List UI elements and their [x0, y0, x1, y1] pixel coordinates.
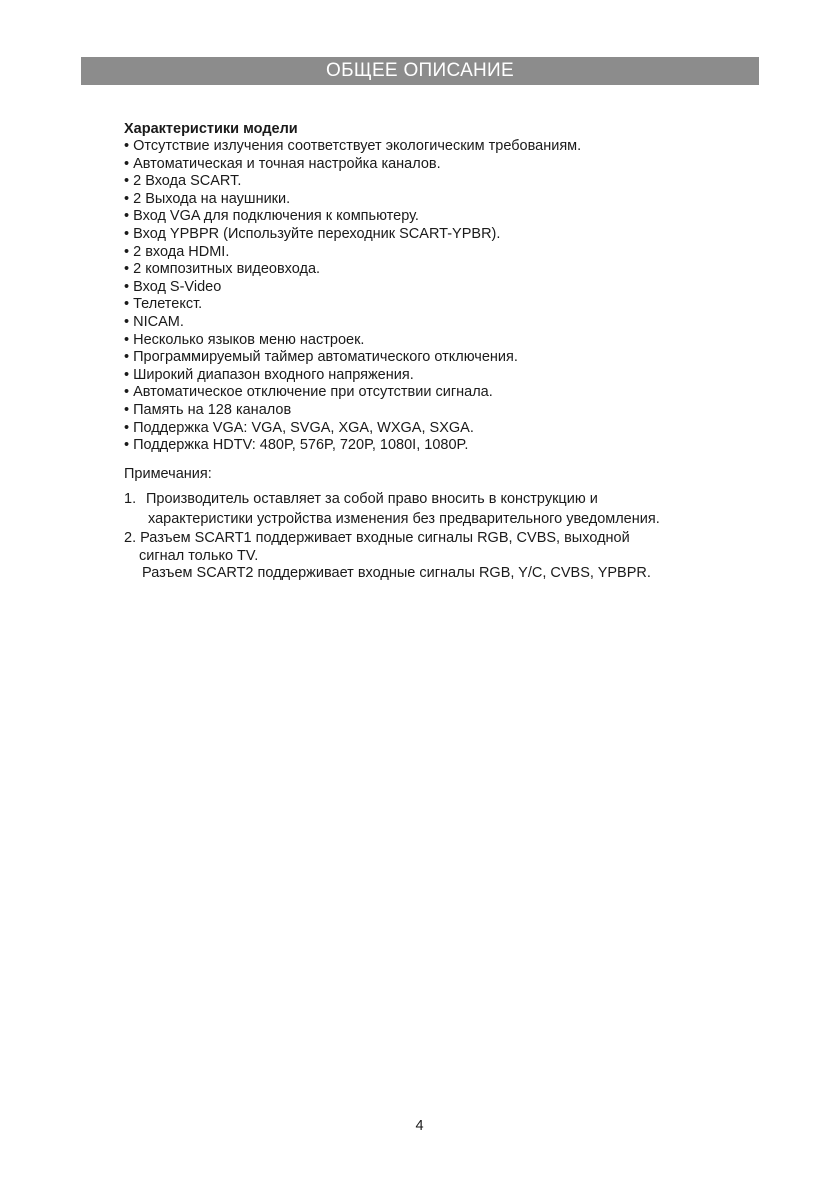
note-1-number: 1.: [124, 491, 137, 507]
note-1: [124, 489, 660, 529]
features-title: Характеристики модели: [124, 121, 298, 137]
list-item: • Память на 128 каналов: [124, 401, 292, 418]
list-item: • NICAM.: [124, 313, 184, 330]
list-item: • Вход YPBPR (Используйте переходник SCART-YPBR).: [124, 225, 501, 242]
note-2-line-3: Разъем SCART2 поддерживает входные сигналы RGB, Y/C, CVBS, YPBPR.: [142, 565, 651, 581]
list-item: • Вход VGA для подключения к компьютеру.: [124, 208, 419, 225]
list-item: • 2 композитных видеовхода.: [124, 261, 321, 278]
list-item: • Несколько языков меню настроек.: [124, 331, 365, 348]
list-item: • 2 Выхода на наушники.: [124, 190, 291, 207]
list-item: • Поддержка VGA: VGA, SVGA, XGA, WXGA, SXGA.: [124, 419, 474, 436]
list-item: • Отсутствие излучения соответствует экологическим требованиям.: [124, 138, 582, 154]
list-item: • Вход S-Video: [124, 278, 222, 295]
list-item: • 2 Входа SCART.: [124, 173, 242, 190]
list-item: • Программируемый таймер автоматического отключения.: [124, 349, 518, 366]
list-item: • Телетекст.: [124, 296, 203, 313]
list-item: • Автоматическое отключение при отсутствии сигнала.: [124, 384, 493, 401]
features-list: [124, 138, 581, 455]
list-item: • Поддержка HDTV: 480P, 576P, 720P, 1080I, 1080P.: [124, 437, 469, 454]
section-header-banner: ОБЩЕЕ ОПИСАНИЕ: [81, 57, 759, 85]
note-2-line-1: 2. Разъем SCART1 поддерживает входные сигналы RGB, CVBS, выходной: [124, 530, 630, 546]
note-1-line-2: характеристики устройства изменения без предварительного уведомления.: [148, 511, 660, 527]
list-item: • Широкий диапазон входного напряжения.: [124, 366, 414, 383]
note-1-line-1: Производитель оставляет за собой право вносить в конструкцию и: [146, 491, 598, 507]
page-number: 4: [415, 1118, 424, 1134]
list-item: • Автоматическая и точная настройка каналов.: [124, 155, 441, 172]
note-2: [124, 530, 651, 583]
list-item: • 2 входа HDMI.: [124, 243, 230, 260]
note-2-line-2: сигнал только TV.: [139, 547, 259, 564]
notes-title: Примечания:: [124, 466, 212, 482]
